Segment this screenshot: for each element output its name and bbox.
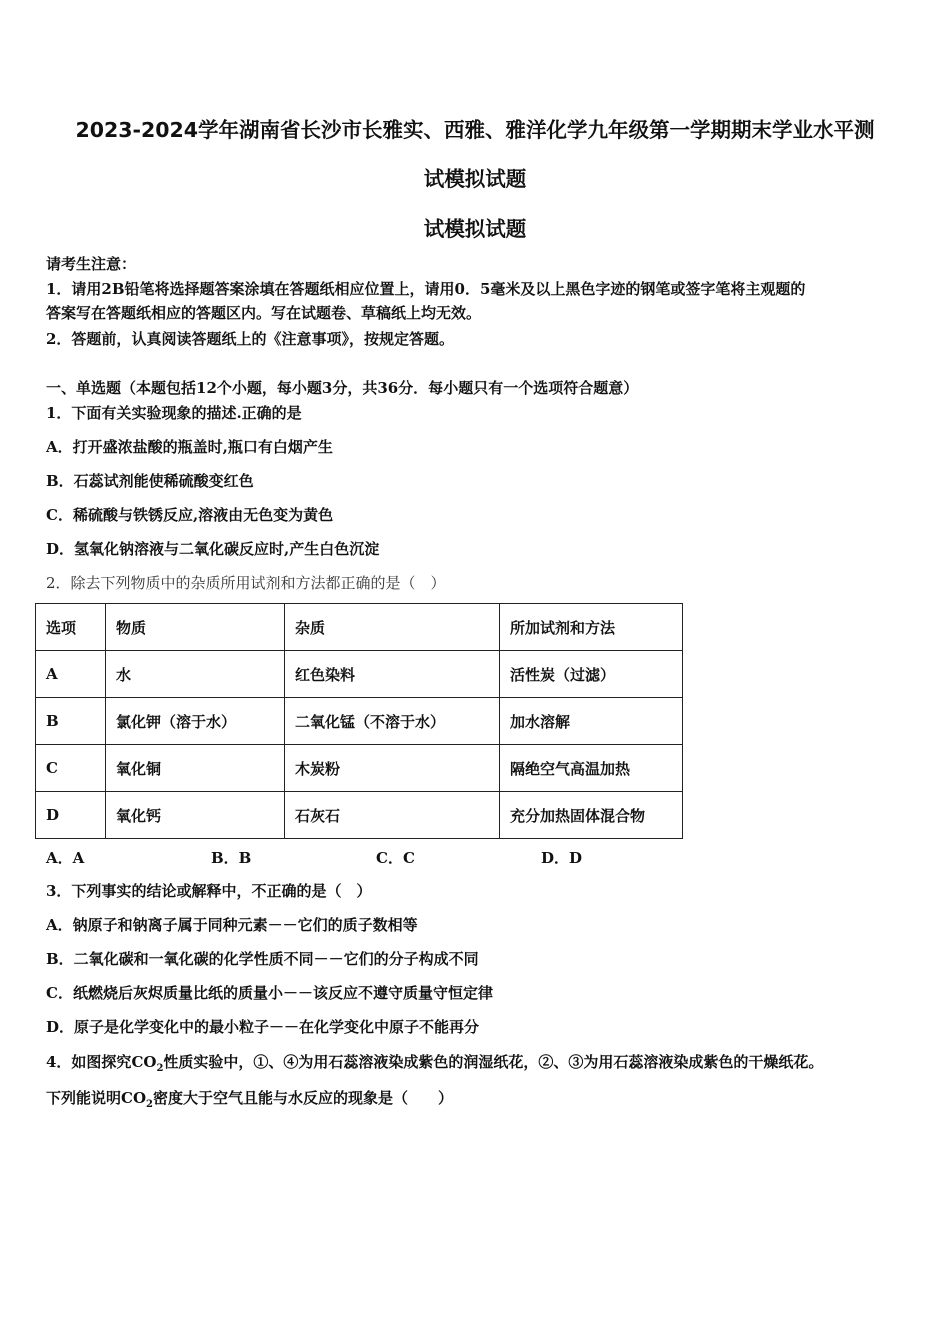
q4-stem-text: 密度大于空气且能与水反应的现象是（ ） <box>152 1089 453 1107</box>
q2-table <box>35 603 683 839</box>
exam-title-line1: 2023-2024学年湖南省长沙市长雅实、西雅、雅洋化学九年级第一学期期末学业水平测 <box>75 118 875 142</box>
q2-option-a: A．A <box>46 849 85 867</box>
table-cell: 石灰石 <box>285 792 500 839</box>
table-cell: 氧化铜 <box>106 745 285 792</box>
table-cell: A <box>36 651 106 698</box>
q1-option-c: C．稀硫酸与铁锈反应,溶液由无色变为黄色 <box>46 506 334 524</box>
q3-option-a: A．钠原子和钠离子属于同种元素－－它们的质子数相等 <box>46 916 418 934</box>
table-header-cell: 物质 <box>106 604 285 651</box>
table-row <box>36 651 683 698</box>
q3-option-c: C．纸燃烧后灰烬质量比纸的质量小－－该反应不遵守质量守恒定律 <box>46 984 493 1002</box>
exam-title-line3: 试模拟试题 <box>423 217 527 241</box>
table-cell: 红色染料 <box>285 651 500 698</box>
table-cell: 活性炭（过滤） <box>500 651 683 698</box>
table-header-cell: 所加试剂和方法 <box>500 604 683 651</box>
q1-stem: 1．下面有关实验现象的描述.正确的是 <box>46 404 302 422</box>
q4-stem-text: 4．如图探究CO <box>46 1053 157 1071</box>
table-cell: 二氧化锰（不溶于水） <box>285 698 500 745</box>
table-cell: 氯化钾（溶于水） <box>106 698 285 745</box>
q1-option-b: B．石蕊试剂能使稀硫酸变红色 <box>46 472 254 490</box>
section-heading: 一、单选题（本题包括12个小题，每小题3分，共36分．每小题只有一个选项符合题意） <box>46 379 639 397</box>
notice-heading: 请考生注意： <box>46 255 137 273</box>
table-cell: D <box>36 792 106 839</box>
table-header-cell: 选项 <box>36 604 106 651</box>
table-cell: 水 <box>106 651 285 698</box>
table-cell: C <box>36 745 106 792</box>
table-cell: 木炭粉 <box>285 745 500 792</box>
q4-stem-text: 性质实验中，①、④为用石蕊溶液染成紫色的润湿纸花，②、③为用石蕊溶液染成紫色的干燥纸花。 <box>163 1053 824 1071</box>
table-row <box>36 745 683 792</box>
q2-option-b: B．B <box>211 849 252 867</box>
q2-option-c: C．C <box>376 849 415 867</box>
table-cell: 隔绝空气高温加热 <box>500 745 683 792</box>
q4-stem-line1 <box>46 1051 823 1074</box>
subscript: 2 <box>146 1099 153 1110</box>
q2-stem: 2．除去下列物质中的杂质所用试剂和方法都正确的是（ ） <box>46 574 446 592</box>
q4-stem-line2 <box>46 1087 453 1110</box>
table-row <box>36 792 683 839</box>
subscript: 2 <box>156 1063 164 1074</box>
q3-stem: 3．下列事实的结论或解释中，不正确的是（ ） <box>46 882 372 900</box>
notice-2: 2．答题前，认真阅读答题纸上的《注意事项》，按规定答题。 <box>46 330 454 348</box>
table-cell: B <box>36 698 106 745</box>
q4-stem-text: 下列能说明CO <box>46 1089 147 1107</box>
q3-option-d: D．原子是化学变化中的最小粒子－－在化学变化中原子不能再分 <box>46 1018 480 1036</box>
q3-option-b: B．二氧化碳和一氧化碳的化学性质不同－－它们的分子构成不同 <box>46 950 479 968</box>
table-cell: 氧化钙 <box>106 792 285 839</box>
table-row <box>36 698 683 745</box>
table-cell: 加水溶解 <box>500 698 683 745</box>
notice-1a: 1．请用2B铅笔将选择题答案涂填在答题纸相应位置上，请用0．5毫米及以上黑色字迹的钢笔或签字笔将主观题的 <box>46 280 806 298</box>
exam-title-line2: 试模拟试题 <box>423 167 527 191</box>
q1-option-a: A．打开盛浓盐酸的瓶盖时,瓶口有白烟产生 <box>46 438 333 456</box>
q2-option-d: D．D <box>541 849 583 867</box>
table-cell: 充分加热固体混合物 <box>500 792 683 839</box>
table-header-cell: 杂质 <box>285 604 500 651</box>
notice-1b: 答案写在答题纸相应的答题区内。写在试题卷、草稿纸上均无效。 <box>46 304 482 322</box>
table-header-row <box>36 604 683 651</box>
q1-option-d: D．氢氧化钠溶液与二氧化碳反应时,产生白色沉淀 <box>46 540 380 558</box>
